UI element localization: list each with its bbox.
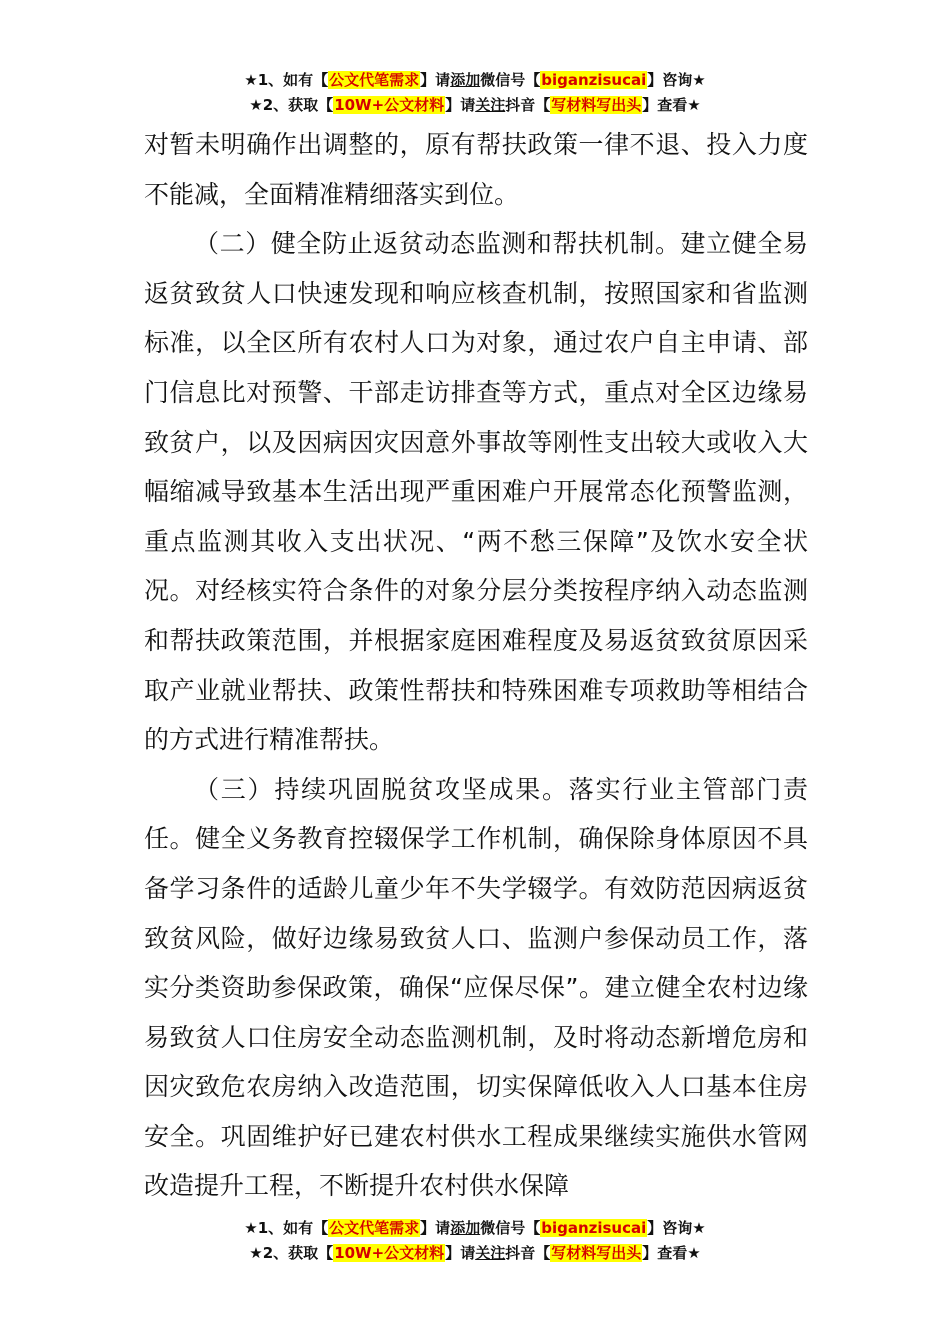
underlined-text: 添加 <box>450 1219 481 1237</box>
banner-text: 】请 <box>420 1219 451 1237</box>
header-banner <box>0 68 950 118</box>
banner-text: 】咨询★ <box>647 1219 706 1237</box>
banner-text: 抖音【 <box>505 96 551 114</box>
banner-text: 】查看★ <box>642 96 701 114</box>
banner-text: 】请 <box>445 1244 476 1262</box>
highlight-materials: 10W+公文材料 <box>334 96 445 114</box>
underlined-text: 关注 <box>475 96 506 114</box>
banner-text: ★1、如有【 <box>244 71 329 89</box>
highlight-service: 公文代笔需求 <box>329 71 420 89</box>
footer-banner <box>0 1216 950 1266</box>
banner-line-2 <box>0 1241 950 1266</box>
banner-text: 】咨询★ <box>647 71 706 89</box>
banner-text: 】查看★ <box>642 1244 701 1262</box>
paragraph-continuation: 对暂未明确作出调整的，原有帮扶政策一律不退、投入力度不能减，全面精准精细落实到位。 <box>144 130 808 209</box>
banner-text: 抖音【 <box>505 1244 551 1262</box>
highlight-douyin: 写材料写出头 <box>551 1244 642 1262</box>
banner-text: 】请 <box>445 96 476 114</box>
underlined-text: 关注 <box>475 1244 506 1262</box>
underlined-text: 添加 <box>450 71 481 89</box>
banner-text: 】请 <box>420 71 451 89</box>
banner-text: 微信号【 <box>480 1219 541 1237</box>
document-body <box>144 120 808 1211</box>
highlight-service: 公文代笔需求 <box>329 1219 420 1237</box>
banner-text: 微信号【 <box>480 71 541 89</box>
paragraph-section-2: （二）健全防止返贫动态监测和帮扶机制。建立健全易返贫致贫人口快速发现和响应核查机制，按照国家和省监测标准，以全区所有农村人口为对象，通过农户自主申请、部门信息比对预警、干部走访排查等方式，重点对全区边缘易致贫户，以及因病因灾因意外事故等刚性支出较大或收入大幅缩减导致基本生活出现严重困难户开展常态化预警监测，重点监测其收入支出状况、“两不愁三保障”及饮水安全状况。对经核实符合条件的对象分层分类按程序纳入动态监测和帮扶政策范围，并根据家庭困难程度及易返贫致贫原因采取产业就业帮扶、政策性帮扶和特殊困难专项救助等相结合的方式进行精准帮扶。 <box>144 229 808 755</box>
paragraph-section-3: （三）持续巩固脱贫攻坚成果。落实行业主管部门责任。健全义务教育控辍保学工作机制，确保除身体原因不具备学习条件的适龄儿童少年不失学辍学。有效防范因病返贫致贫风险，做好边缘易致贫人口、监测户参保动员工作，落实分类资助参保政策，确保“应保尽保”。建立健全农村边缘易致贫人口住房安全动态监测机制，及时将动态新增危房和因灾致危农房纳入改造范围，切实保障低收入人口基本住房安全。巩固维护好已建农村供水工程成果继续实施供水管网改造提升工程，不断提升农村供水保障 <box>144 774 808 1201</box>
banner-text: ★1、如有【 <box>244 1219 329 1237</box>
banner-line-1 <box>0 1216 950 1241</box>
highlight-wechat-id: biganzisucai <box>541 71 647 89</box>
highlight-materials: 10W+公文材料 <box>334 1244 445 1262</box>
banner-line-1 <box>0 68 950 93</box>
highlight-wechat-id: biganzisucai <box>541 1219 647 1237</box>
banner-text: ★2、获取【 <box>249 96 334 114</box>
highlight-douyin: 写材料写出头 <box>551 96 642 114</box>
banner-line-2 <box>0 93 950 118</box>
banner-text: ★2、获取【 <box>249 1244 334 1262</box>
